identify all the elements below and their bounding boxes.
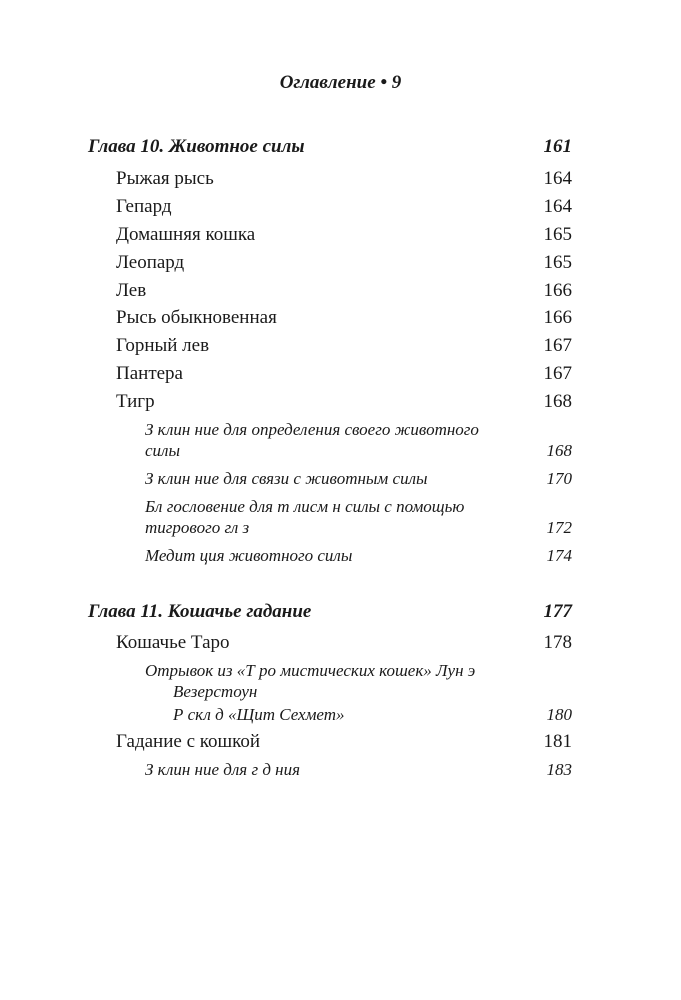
toc-entry-title: силы: [145, 441, 180, 460]
toc-entry-title: тигрового гл з: [145, 518, 250, 537]
toc-entry-page: 174: [546, 546, 572, 565]
toc-entry-title: Рысь обыкновенная: [116, 307, 277, 328]
toc-entry-title: Гепард: [116, 196, 172, 217]
toc-section-entry: [116, 335, 572, 357]
toc-entry-page: 177: [543, 601, 572, 622]
toc-entry-title: Тигр: [116, 391, 155, 412]
toc-section-entry: [116, 632, 572, 654]
toc-section-entry: [116, 391, 572, 413]
toc-entry-page: 167: [543, 363, 572, 384]
toc-entry-title: Везерстоун: [173, 682, 258, 701]
toc-entry-page: 170: [546, 469, 572, 488]
toc-entry-page: 168: [543, 391, 572, 412]
toc-entry-page: 181: [543, 731, 572, 752]
toc-subsection-entry: [145, 497, 572, 517]
toc-section-entry: [116, 731, 572, 753]
toc-entry-title: Домашняя кошка: [116, 224, 256, 245]
toc-chapter-entry: [88, 136, 572, 158]
toc-entry-page: 161: [543, 136, 572, 157]
toc-entry-page: 180: [546, 705, 572, 724]
toc-section-entry: [116, 224, 572, 246]
toc-subsection-entry: [145, 469, 572, 489]
toc-section-entry: [116, 363, 572, 385]
toc-subsection-entry: [145, 441, 572, 461]
toc-subsection-entry: [145, 546, 572, 566]
toc-entry-page: 183: [546, 760, 572, 779]
toc-entry-title: З клин ние для связи с животным силы: [145, 469, 428, 488]
toc-entry-page: 166: [543, 307, 572, 328]
toc-subsection-entry: [173, 705, 572, 725]
toc-entry-page: 167: [543, 335, 572, 356]
toc-entry-title: З клин ние для г д ния: [145, 760, 301, 779]
toc-section-entry: [116, 280, 572, 302]
toc-entry-title: Леопард: [116, 252, 185, 273]
toc-entry-page: 178: [543, 632, 572, 653]
toc-subsection-entry: [145, 760, 572, 780]
toc-entry-title: Пантера: [116, 363, 183, 384]
toc-entry-title: Отрывок из «Т ро мистических кошек» Лун э: [145, 661, 476, 680]
toc-entry-page: 165: [543, 252, 572, 273]
toc-subsection-entry: [173, 682, 572, 702]
toc-entry-title: Бл гословение для т лисм н силы с помощью: [145, 497, 465, 516]
toc-section-entry: [116, 196, 572, 218]
toc-section-entry: [116, 252, 572, 274]
toc-entry-title: Медит ция животного силы: [145, 546, 353, 565]
toc-entry-title: Гадание с кошкой: [116, 731, 261, 752]
toc-entry-title: Глава 11. Кошачье гадание: [88, 601, 312, 622]
toc-subsection-entry: [145, 518, 572, 538]
toc-entry-title: Рыжая рысь: [116, 168, 214, 189]
toc-section-entry: [116, 168, 572, 190]
toc-entry-page: 166: [543, 280, 572, 301]
toc-entry-title: Горный лев: [116, 335, 210, 356]
toc-entry-title: Лев: [116, 280, 147, 301]
toc-entry-page: 164: [543, 196, 572, 217]
running-head: Оглавление • 9: [279, 72, 402, 93]
toc-entry-title: З клин ние для определения своего животного: [145, 420, 479, 439]
toc-chapter-entry: [88, 601, 572, 623]
toc-entry-page: 168: [546, 441, 572, 460]
toc-section-entry: [116, 307, 572, 329]
toc-entry-title: Глава 10. Животное силы: [88, 136, 305, 157]
toc-entry-page: 164: [543, 168, 572, 189]
toc-entry-page: 172: [546, 518, 572, 537]
toc-entry-title: Кошачье Таро: [116, 632, 230, 653]
toc-subsection-entry: [145, 420, 572, 440]
toc-entry-page: 165: [543, 224, 572, 245]
toc-entry-title: Р скл д «Щит Сехмет»: [173, 705, 345, 724]
toc-subsection-entry: [145, 661, 572, 681]
